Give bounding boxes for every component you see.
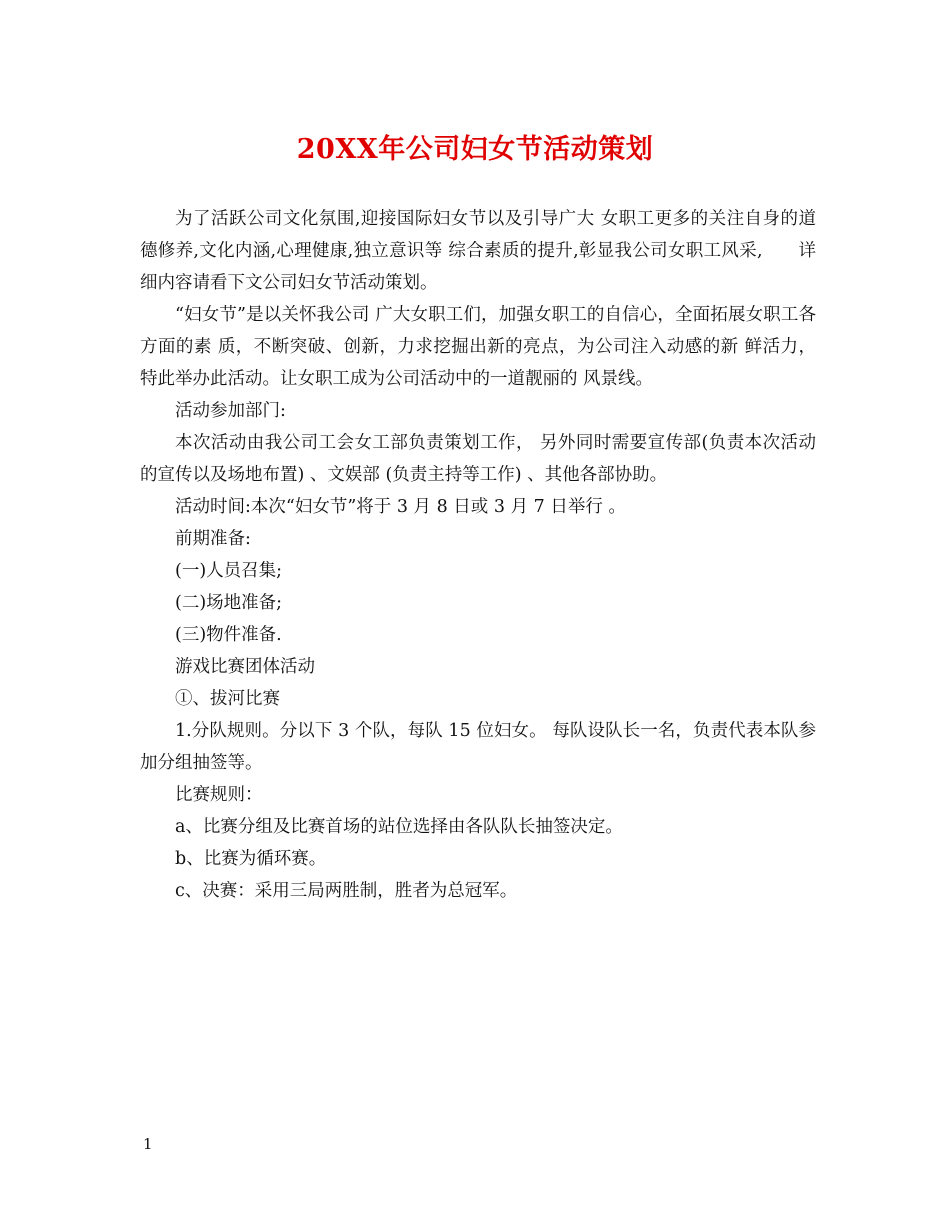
paragraph-prep-item-3: (三)物件准备. — [175, 625, 282, 645]
paragraph-prep-item-1: (一)人员召集; — [175, 561, 283, 581]
paragraph-rule-c: c、决赛：采用三局两胜制，胜者为总冠军。 — [175, 881, 518, 901]
paragraph-departments-heading: 活动参加部门: — [175, 401, 286, 421]
page-number: 1 — [143, 1135, 153, 1153]
paragraph-prep-item-2: (二)场地准备; — [175, 593, 283, 613]
paragraph-team-rules: 1.分队规则。分以下 3 个队，每队 15 位妇女。 每队设队长一名，负责代表本队参加分组抽签等。 — [140, 721, 816, 773]
paragraph-rule-b: b、比赛为循环赛。 — [175, 849, 327, 869]
paragraph-intro: 为了活跃公司文化氛围,迎接国际妇女节以及引导广大 女职工更多的关注自身的道德修养,文化内涵,心理健康,独立意识等 综合素质的提升,彰显我公司女职工风采, 详细内容请看下文公司妇女节活动策划。 — [140, 209, 816, 293]
paragraph-games-heading: 游戏比赛团体活动 — [175, 657, 315, 677]
paragraph-preparation-heading: 前期准备: — [175, 529, 251, 549]
document-title: 20XX年公司妇女节活动策划 — [296, 134, 654, 165]
paragraph-purpose: “妇女节”是以关怀我公司 广大女职工们，加强女职工的自信心，全面拓展女职工各方面的素 质，不断突破、创新，力求挖掘出新的亮点，为公司注入动感的新 鲜活力，特此举办此活动。让女职工成为公司活动中的一道靓丽的 风景线。 — [140, 305, 816, 389]
paragraph-departments: 本次活动由我公司工会女工部负责策划工作， 另外同时需要宣传部(负责本次活动的宣传以及场地布置) 、文娱部 (负责主持等工作) 、其他各部协助。 — [140, 433, 816, 485]
paragraph-time: 活动时间:本次“妇女节”将于 3 月 8 日或 3 月 7 日举行 。 — [175, 497, 626, 517]
paragraph-tug-of-war: ①、拔河比赛 — [175, 689, 280, 709]
paragraph-rule-a: a、比赛分组及比赛首场的站位选择由各队队长抽签决定。 — [175, 817, 623, 837]
document-body — [140, 203, 816, 907]
paragraph-rules-heading: 比赛规则： — [175, 785, 263, 805]
